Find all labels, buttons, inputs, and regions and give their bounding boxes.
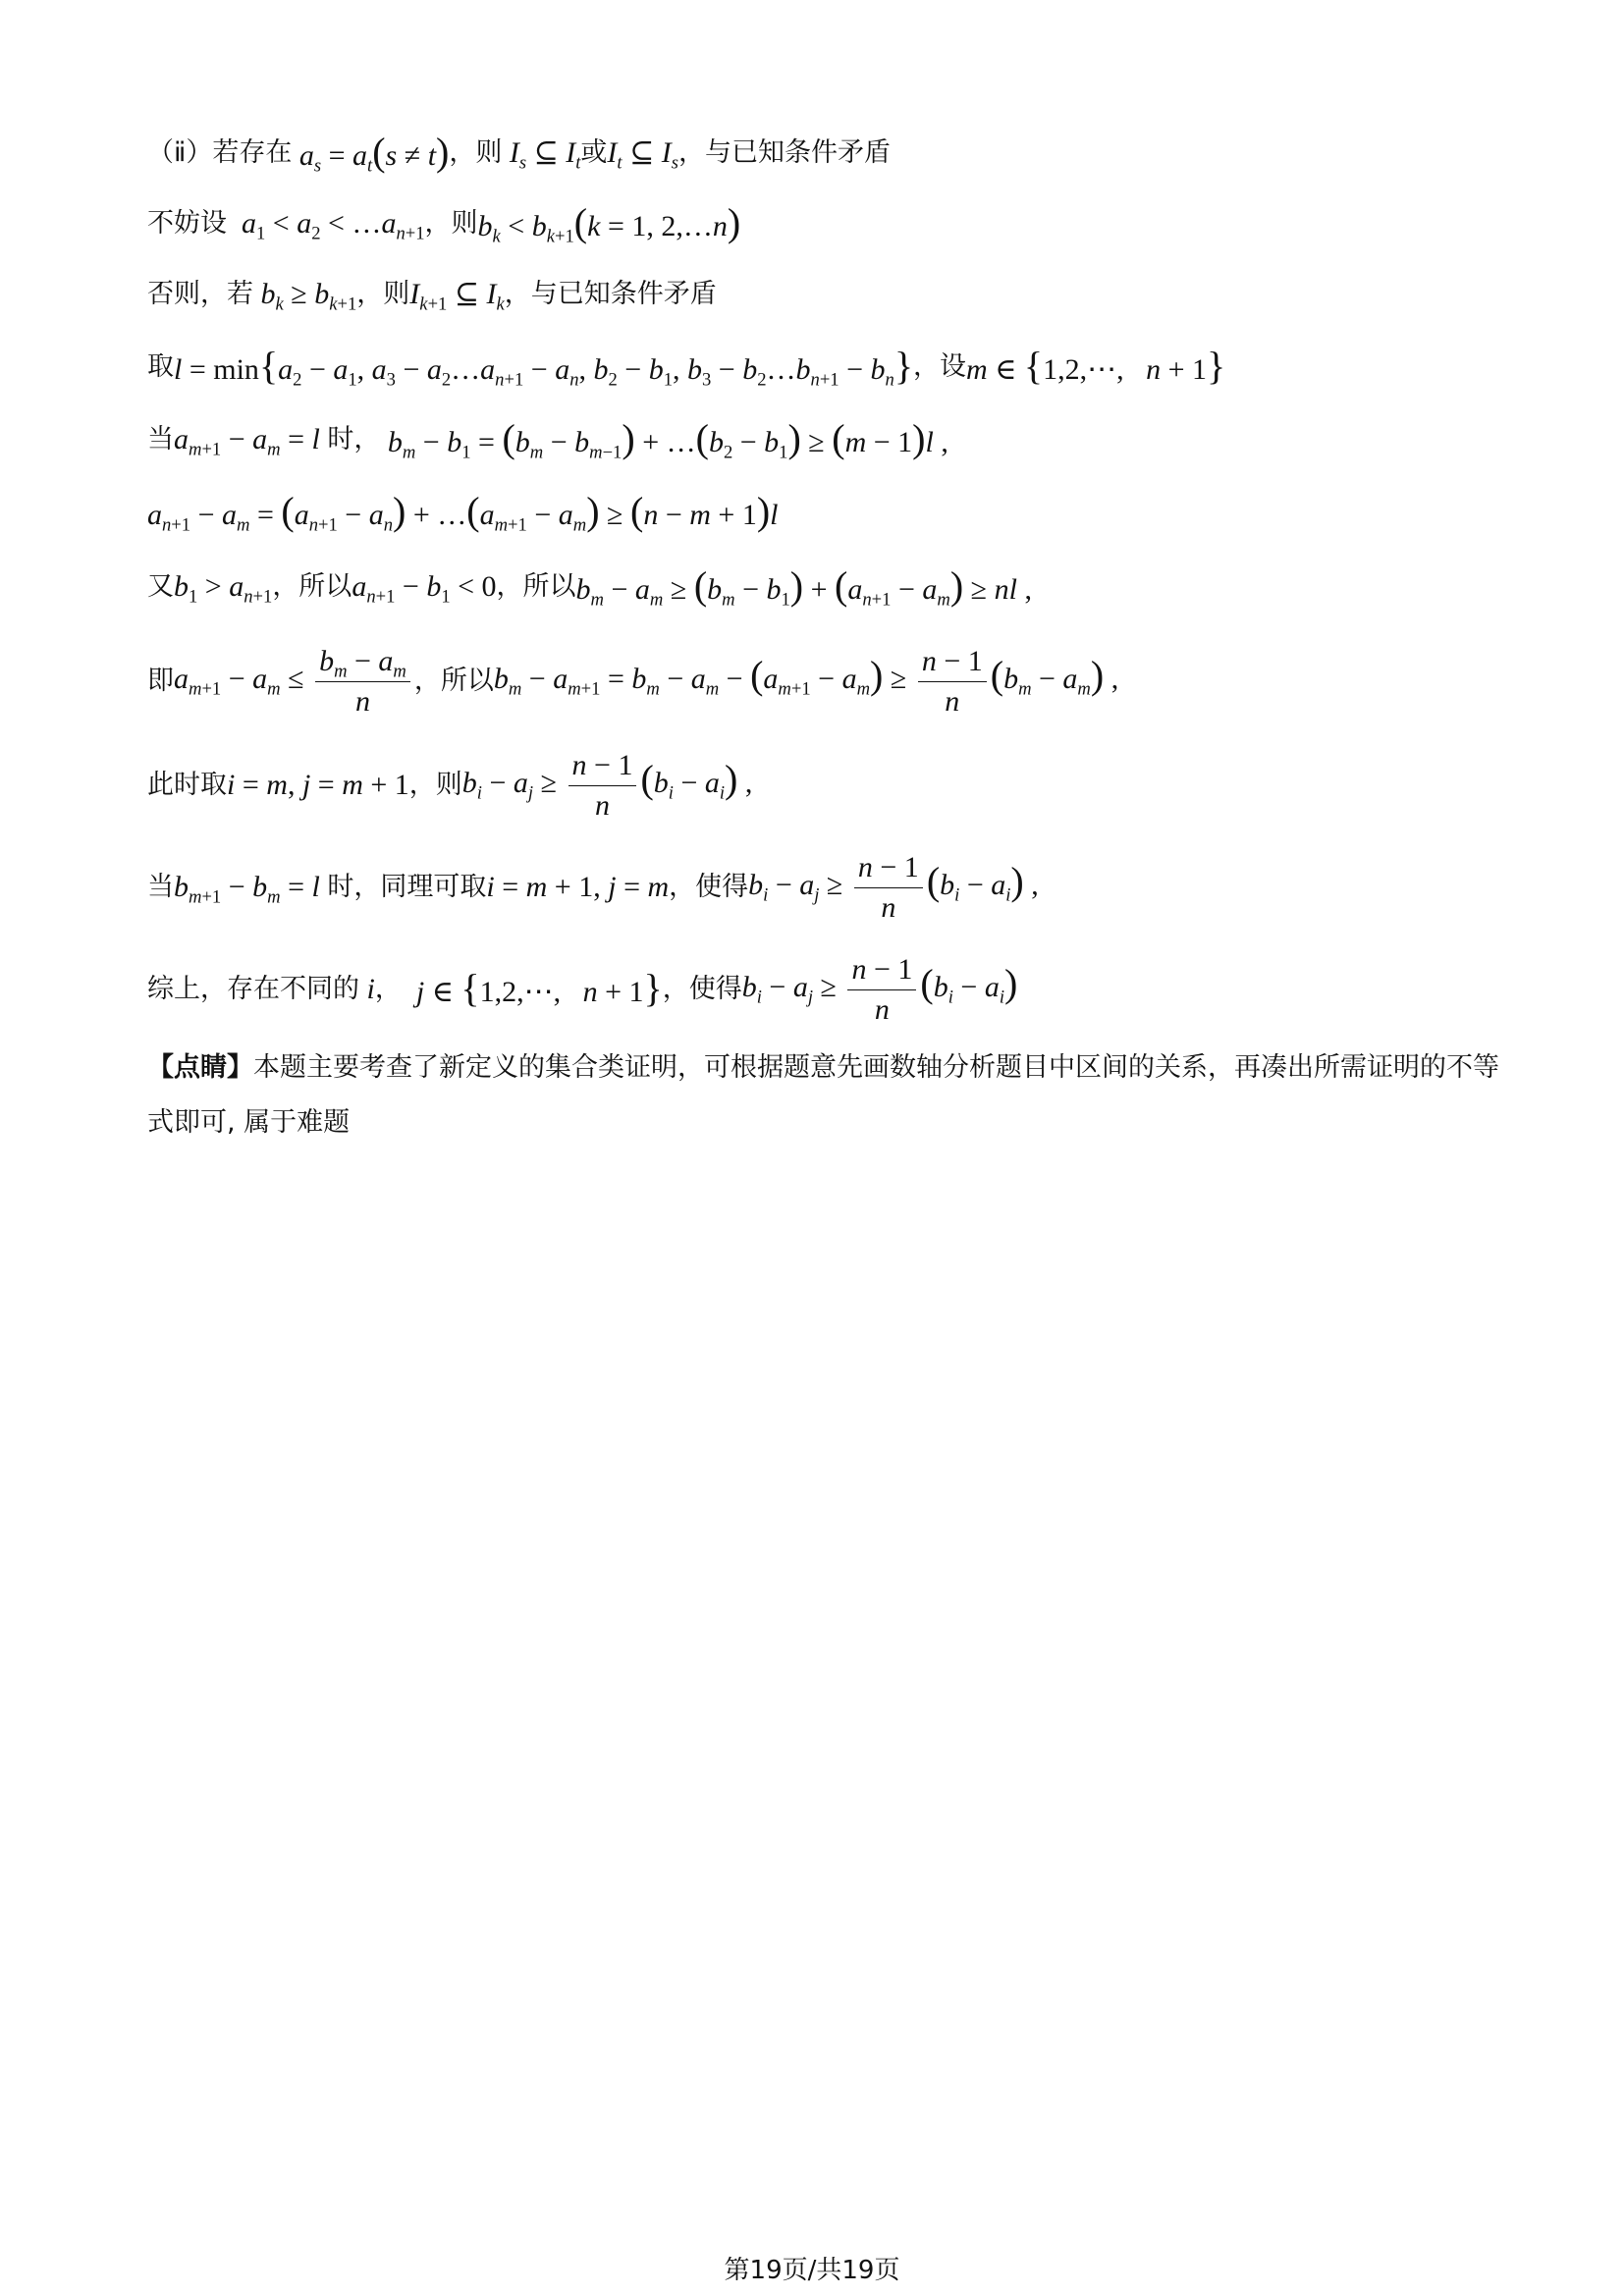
math-expression: $b_k \ge b_{k+1}$ — [260, 278, 357, 315]
math-expression: $a_{m+1} - a_m = l$ — [174, 423, 320, 460]
text-segment: ，则 — [408, 769, 462, 800]
text-segment: ， — [374, 973, 402, 1004]
math-expression: $b_i - a_j$ ≥ $\frac{n - 1}{n}$ $(b_i - a_i)$ — [741, 953, 1018, 1026]
math-expression: $I_{k+1}$ ⊆ $I_k$ — [409, 278, 505, 315]
proof-line-5 — [147, 412, 1502, 467]
math-expression: $b_m - a_m \ge (b_m - b_1) + (a_{n+1} - a_m)$ ≥ nl , — [575, 563, 1032, 611]
proof-line-8 — [147, 646, 1502, 717]
text-segment: ，所以 — [496, 570, 576, 602]
proof-line-10 — [147, 852, 1502, 923]
page-number-footer: 第19页/共19页 — [724, 2256, 900, 2285]
proof-line-2 — [147, 196, 1502, 251]
text-segment: ，设 — [913, 350, 967, 382]
math-expression: j ∈ {1,2,⋯, n + 1} — [415, 966, 663, 1010]
commentary-note — [147, 1041, 1502, 1150]
math-expression: m ∈ {1,2,⋯, n + 1} — [966, 344, 1226, 388]
text-segment: 当 — [147, 871, 174, 902]
proof-line-11 — [147, 954, 1502, 1025]
math-expression: $b_m - a_{m+1} = b_m - a_m - (a_{m+1} - a_m)$ ≥ $\frac{n - 1}{n}$ $(b_m - a_m)$ , — [493, 645, 1119, 718]
math-expression: $b_{m+1} - b_m = l$ — [174, 871, 320, 908]
math-expression: i — [366, 973, 375, 1005]
math-expression: $b_k < b_{k+1}(k = 1$, 2,…n) — [477, 200, 741, 247]
note-text: 本题主要考查了新定义的集合类证明，可根据题意先画数轴分析题目中区间的关系，再凑出所需证明的不等式即可, 属于难题 — [147, 1052, 1499, 1138]
text-segment: ，使得 — [662, 973, 742, 1004]
math-expression: $l = \min\{a_2 - a_1$, $a_3$ − $a_2\dots a_{n+1} - a_n$, $b_2 - b_1$, $b_3$ − $b_2\dots b_{n+1} - b_n$} — [174, 344, 914, 391]
text-segment: ，所以 — [413, 665, 494, 696]
note-label: 【点睛】 — [147, 1052, 253, 1083]
text-segment: ，使得 — [669, 871, 749, 902]
math-expression: $b_i - a_j$ ≥ $\frac{n - 1}{n}$ $(b_i - a_i)$ , — [461, 749, 753, 822]
text-segment: ，则 — [356, 278, 410, 309]
proof-line-3 — [147, 267, 1502, 322]
text-segment: 取 — [147, 350, 174, 382]
math-expression: $a_1 < a_2$ < $\dots a_{n+1}$ — [242, 207, 425, 244]
math-expression: $I_t$ ⊆ $I_s$ — [607, 136, 678, 174]
proof-line-9 — [147, 750, 1502, 821]
text-segment: 时，同理可取 — [327, 871, 487, 902]
text-segment: （ⅱ）若存在 — [147, 136, 293, 168]
text-segment: 当 — [147, 423, 174, 454]
math-expression: $a_{m+1} - a_m$ ≤ $\frac{b_m - a_m}{n}$ — [174, 646, 414, 717]
proof-line-7 — [147, 560, 1502, 614]
text-segment: ，与已知条件矛盾 — [504, 278, 717, 309]
text-segment: ，则 — [424, 207, 478, 239]
math-expression: $a_{n+1} - a_m = (a_{n+1} - a_n)$ + $\dots(a_{m+1} - a_m) \ge (n - m + 1)l$ — [147, 489, 779, 536]
text-segment: 不妨设 — [147, 207, 227, 239]
math-expression: $a_s = a_t(s \ne t)$ — [298, 130, 450, 177]
text-segment: 综上，存在不同的 — [147, 973, 359, 1004]
text-segment: 此时取 — [147, 769, 227, 800]
text-segment: 或 — [580, 136, 608, 168]
math-expression: $I_s$ ⊆ $I_t$ — [509, 136, 581, 174]
math-expression: i = m + 1, j = m — [486, 871, 670, 903]
math-expression: $b_1 > a_{n+1}$ — [174, 570, 273, 608]
text-segment: 时， — [327, 423, 381, 454]
proof-line-6 — [147, 485, 1502, 540]
math-expression: $a_{n+1} - b_1 < 0$ — [352, 570, 497, 608]
proof-line-1 — [147, 126, 1502, 181]
math-expression: i = m, j = m + 1 — [227, 769, 409, 801]
text-segment: ，则 — [449, 136, 503, 168]
text-segment: 又 — [147, 570, 174, 602]
text-segment: 否则，若 — [147, 278, 253, 309]
text-segment: 即 — [147, 665, 174, 696]
proof-line-4 — [147, 340, 1502, 395]
text-segment: ，与已知条件矛盾 — [677, 136, 891, 168]
text-segment: ，所以 — [272, 570, 352, 602]
math-expression: $b_i - a_j$ ≥ $\frac{n - 1}{n}$ $(b_i - a_i)$ , — [748, 851, 1039, 924]
math-expression: $b_m - b_1 = (b_m - b_{m-1})$ + $\dots(b_2 - b_1) \ge (m - 1)l$ , — [387, 416, 948, 463]
